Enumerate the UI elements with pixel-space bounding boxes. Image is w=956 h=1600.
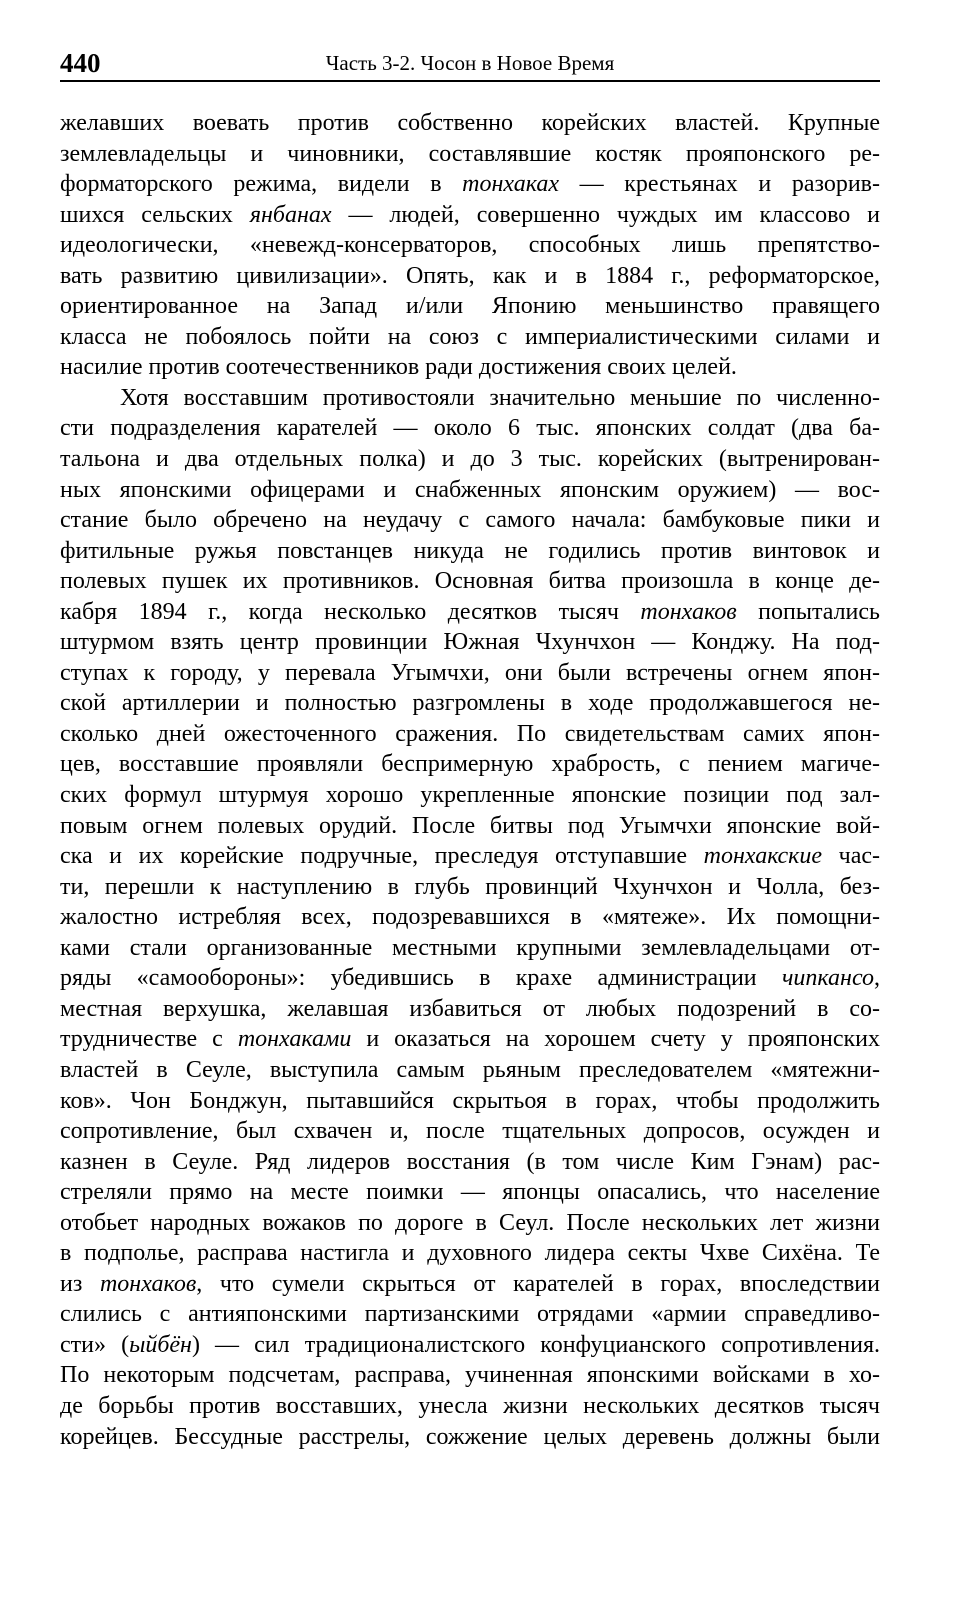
text-line: [60, 444, 880, 475]
text-run: трудничестве с: [60, 1026, 238, 1053]
text-line: [60, 994, 880, 1025]
text-line: [60, 658, 880, 689]
text-line: [60, 1147, 880, 1178]
text-run: Хотя восставшим противостояли значительно меньшие по численно-: [120, 384, 880, 411]
italic-term: тонхаками: [237, 1026, 352, 1053]
text-run: казнен в Сеуле. Ряд лидеров восстания (в том числе Ким Гэнам) рас-: [60, 1148, 880, 1175]
text-line: [60, 597, 880, 628]
page-number: 440: [60, 48, 101, 78]
text-run: корейцев. Бессудные расстрелы, сожжение целых деревень должны были: [60, 1423, 880, 1450]
text-run: из: [60, 1270, 100, 1297]
italic-term: тонхакские: [703, 843, 823, 870]
text-line: [60, 536, 880, 567]
italic-term: ыйбён: [129, 1331, 192, 1358]
text-run: , что сумели скрыться от карателей в горах, впоследствии: [196, 1270, 880, 1297]
text-line: [60, 1116, 880, 1147]
running-header: [60, 44, 880, 82]
text-run: форматорского режима, видели в: [60, 171, 463, 198]
running-title: Часть 3-2. Чосон в Новое Время: [325, 51, 615, 75]
text-line: [60, 1299, 880, 1330]
italic-term: тонхаков: [640, 598, 737, 625]
text-run: ряды «самообороны»: убедившись в крахе администрации: [60, 965, 782, 992]
text-line: [60, 1330, 880, 1361]
italic-term: тонхаков: [99, 1270, 197, 1297]
text-run: вать развитию цивилизации». Опять, как и в 1884 г., реформаторское,: [60, 262, 880, 289]
text-run: ти, перешли к наступлению в глубь провинций Чхунчхон и Чолла, без-: [60, 873, 880, 900]
text-run: час-: [822, 843, 880, 870]
italic-term: чипкансо: [781, 965, 874, 992]
text-line: [60, 1360, 880, 1391]
text-run: ками стали организованные местными крупными землевладельцами от-: [60, 934, 880, 961]
text-run: цев, восставшие проявляли беспримерную храбрость, с пением магиче-: [60, 751, 880, 778]
text-run: ,: [874, 965, 880, 992]
text-line: [60, 1269, 880, 1300]
body-text: [60, 108, 880, 1452]
text-run: властей в Сеуле, выступила самым рьяным преследователем «мятежни-: [60, 1056, 880, 1083]
text-line: [60, 230, 880, 261]
text-run: местная верхушка, желавшая избавиться от любых подозрений в со-: [60, 995, 880, 1022]
text-run: слились с антияпонскими партизанскими отрядами «армии справедливо-: [60, 1301, 880, 1328]
text-line: [60, 902, 880, 933]
text-run: ска и их корейские подручные, преследуя отступавшие: [60, 843, 704, 870]
text-run: ориентированное на Запад и/или Японию меньшинство правящего: [60, 293, 880, 320]
text-line: [60, 872, 880, 903]
text-run: сопротивление, был схвачен и, после тщательных допросов, осужден и: [60, 1118, 880, 1145]
text-line: [60, 1391, 880, 1422]
italic-term: тонхаках: [462, 171, 560, 198]
text-run: жалостно истребляя всех, подозревавшихся в «мятеже». Их помощни-: [60, 904, 880, 931]
text-run: повым огнем полевых орудий. После битвы под Угымчхи японские вой-: [60, 812, 880, 839]
text-run: и оказаться на хорошем счету у прояпонских: [351, 1026, 880, 1053]
text-line: [60, 841, 880, 872]
text-run: штурмом взять центр провинции Южная Чхунчхон — Конджу. На под-: [60, 629, 880, 656]
text-line: [60, 811, 880, 842]
text-line: [60, 749, 880, 780]
text-run: в подполье, расправа настигла и духовного лидера секты Чхве Сихёна. Те: [60, 1240, 880, 1267]
text-run: сти подразделения карателей — около 6 тыс. японских солдат (два ба-: [60, 415, 880, 442]
text-run: ) — сил традиционалистского конфуцианского сопротивления.: [191, 1331, 880, 1358]
text-line: [60, 1177, 880, 1208]
text-line: [60, 963, 880, 994]
text-line: [60, 688, 880, 719]
text-run: стание было обречено на неудачу с самого начала: бамбуковые пики и: [60, 507, 880, 534]
text-line: [60, 475, 880, 506]
text-run: ков». Чон Бонджун, пытавшийся скрытьоя в горах, чтобы продолжить: [60, 1087, 880, 1114]
text-run: — крестьянах и разорив-: [559, 171, 880, 198]
text-run: ных японскими офицерами и снабженных японским оружием) — вос-: [60, 476, 880, 503]
text-line: [60, 505, 880, 536]
text-line: [60, 719, 880, 750]
text-run: полевых пушек их противников. Основная битва произошла в конце де-: [60, 568, 880, 595]
text-run: — людей, совершенно чуждых им классово и: [331, 201, 880, 228]
text-run: кабря 1894 г., когда несколько десятков тысяч: [60, 598, 641, 625]
text-line: [60, 169, 880, 200]
text-run: насилие против соотечественников ради достижения своих целей.: [60, 354, 737, 381]
text-run: фитильные ружья повстанцев никуда не годились против винтовок и: [60, 537, 880, 564]
text-line: [60, 1208, 880, 1239]
text-run: шихся сельских: [60, 201, 250, 228]
text-run: сколько дней ожесточенного сражения. По свидетельствам самих япон-: [60, 720, 880, 747]
text-line: [60, 261, 880, 292]
text-run: По некоторым подсчетам, расправа, учиненная японскими войсками в хо-: [60, 1362, 880, 1389]
text-run: сти» (: [60, 1331, 130, 1358]
text-line: [60, 139, 880, 170]
text-run: стреляли прямо на месте поимки — японцы опасались, что население: [60, 1179, 880, 1206]
text-line: [60, 108, 880, 139]
text-line: [60, 1422, 880, 1453]
text-run: желавших воевать против собственно корейских властей. Крупные: [60, 110, 880, 136]
italic-term: янбанах: [249, 201, 332, 228]
text-run: ской артиллерии и полностью разгромлены в ходе продолжавшегося не-: [60, 690, 880, 717]
text-line: [60, 1055, 880, 1086]
text-line: [60, 933, 880, 964]
text-line: [60, 780, 880, 811]
text-line: [60, 566, 880, 597]
text-run: идеологически, «невежд-консерваторов, способных лишь препятство-: [60, 232, 880, 259]
text-run: попытались: [736, 598, 880, 625]
text-run: землевладельцы и чиновники, составлявшие костяк прояпонского ре-: [60, 140, 880, 167]
text-line: [60, 322, 880, 353]
text-line: [60, 291, 880, 322]
text-line: [60, 383, 880, 414]
text-run: ских формул штурмуя хорошо укрепленные японские позиции под зал-: [60, 782, 880, 809]
text-run: класса не побоялось пойти на союз с империалистическими силами и: [60, 323, 880, 350]
text-line: [60, 1238, 880, 1269]
text-run: тальона и два отдельных полка) и до 3 тыс. корейских (вытренирован-: [60, 446, 880, 473]
text-line: [60, 413, 880, 444]
text-line: [60, 200, 880, 231]
text-line: [60, 627, 880, 658]
text-line: [60, 352, 880, 383]
text-line: [60, 1086, 880, 1117]
text-run: ступах к городу, у перевала Угымчхи, они были встречены огнем япон-: [60, 659, 880, 686]
text-run: де борьбы против восставших, унесла жизни нескольких десятков тысяч: [60, 1392, 880, 1419]
text-run: отобьет народных вожаков по дороге в Сеул. После нескольких лет жизни: [60, 1209, 880, 1236]
text-line: [60, 1024, 880, 1055]
